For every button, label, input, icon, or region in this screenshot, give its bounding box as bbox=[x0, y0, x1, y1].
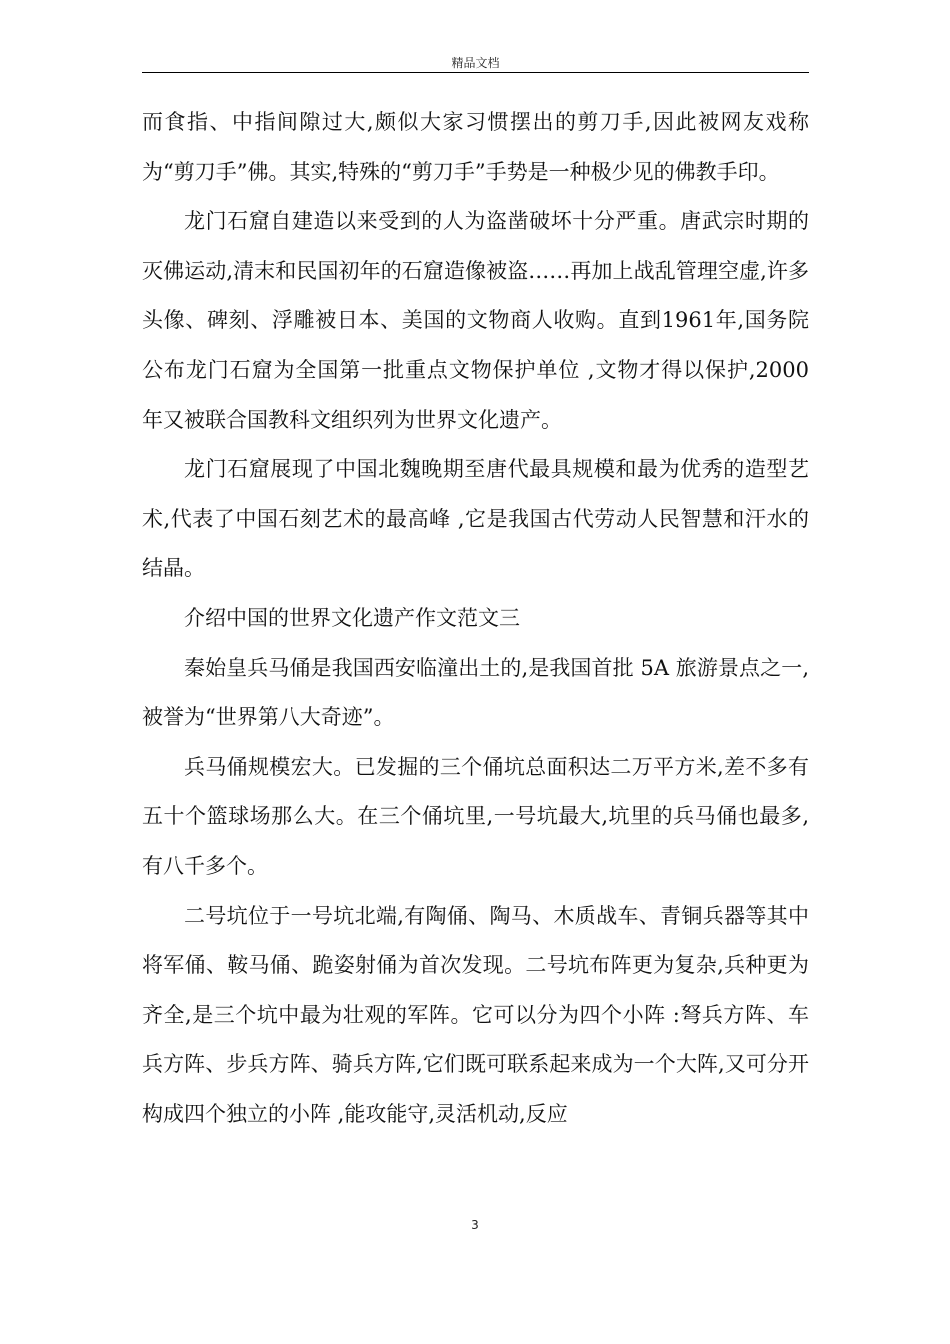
page-header-title: 精品文档 bbox=[451, 56, 500, 70]
paragraph-5: 秦始皇兵马俑是我国西安临潼出土的,是我国首批 5A 旅游景点之一,被誉为“世界第八大奇迹”。 bbox=[142, 655, 809, 730]
paragraph-1: 而食指、中指间隙过大,颇似大家习惯摆出的剪刀手,因此被网友戏称为“剪刀手”佛。其实,特殊的“剪刀手”手势是一种极少见的佛教手印。 bbox=[142, 110, 809, 184]
header-divider bbox=[142, 72, 809, 73]
paragraph-2: 龙门石窟自建造以来受到的人为盗凿破坏十分严重。唐武宗时期的灭佛运动,清末和民国初年的石窟造像被盗……再加上战乱管理空虚,许多头像、碑刻、浮雕被日本、美国的文物商人收购。直到1961年,国务院公布龙门石窟为全国第一批重点文物保护单位 ,文物才得以保护,2000 年又被联合国教科文组织列为世界文化遗产。 bbox=[142, 209, 809, 432]
paragraph-7: 二号坑位于一号坑北端,有陶俑、陶马、木质战车、青铜兵器等其中将军俑、鞍马俑、跪姿射俑为首次发现。二号坑布阵更为复杂,兵种更为齐全,是三个坑中最为壮观的军阵。它可以分为四个小阵 :弩兵方阵、车兵方阵、步兵方阵、骑兵方阵,它们既可联系起来成为一个大阵,又可分开构成四个独立的小阵 ,能攻能守,灵活机动,反应 bbox=[142, 903, 809, 1126]
page-number: 3 bbox=[471, 1218, 479, 1232]
paragraph-6: 兵马俑规模宏大。已发掘的三个俑坑总面积达二万平方米,差不多有五十个篮球场那么大。在三个俑坑里,一号坑最大,坑里的兵马俑也最多,有八千多个。 bbox=[142, 754, 809, 878]
paragraph-3: 龙门石窟展现了中国北魏晚期至唐代最具规模和最为优秀的造型艺术,代表了中国石刻艺术的最高峰 ,它是我国古代劳动人民智慧和汗水的结晶。 bbox=[142, 457, 809, 581]
section-heading: 介绍中国的世界文化遗产作文范文三 bbox=[184, 605, 520, 630]
document-body bbox=[142, 98, 809, 1139]
